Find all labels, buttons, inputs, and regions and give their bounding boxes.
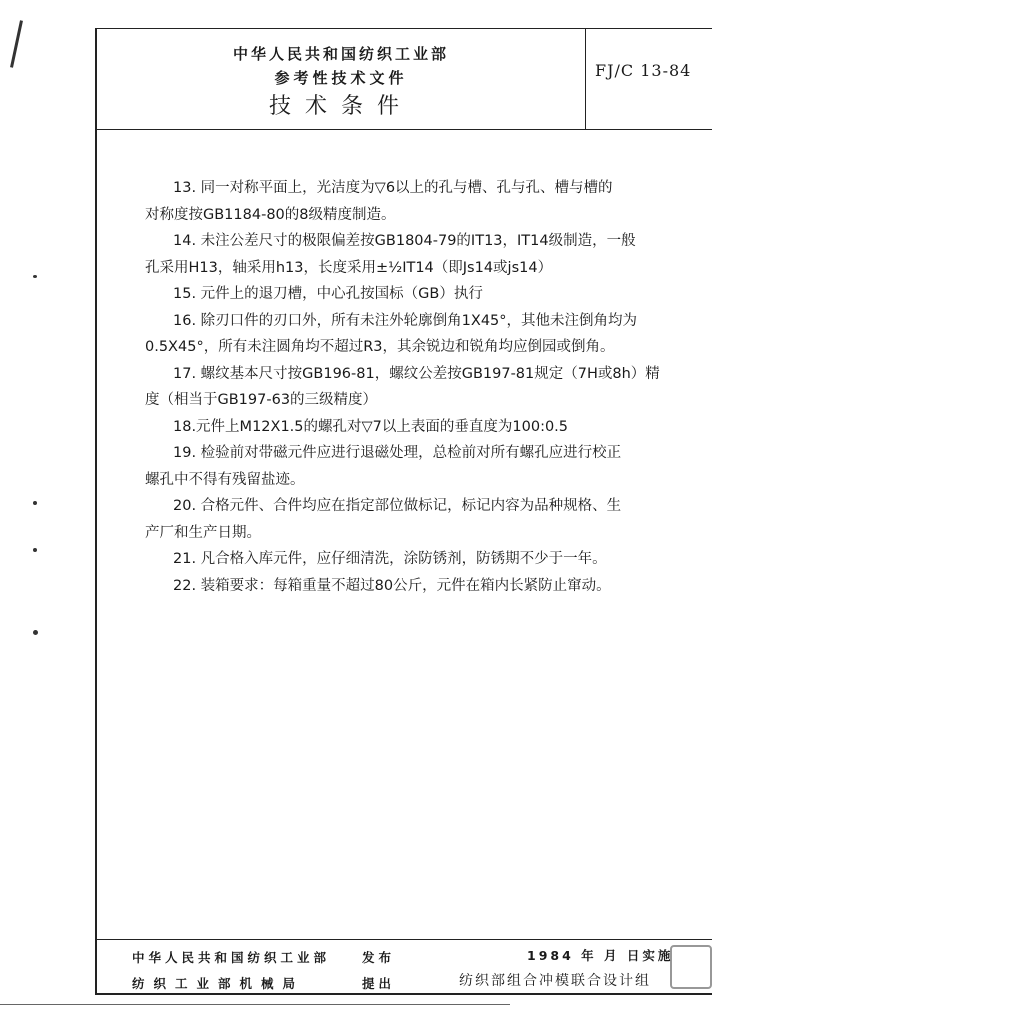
document-body [145,175,715,599]
paragraph-text: 19. 检验前对带磁元件应进行退磁处理，总检前对所有螺孔应进行校正 [173,445,622,461]
paragraph-text: 16. 除刃口件的刃口外，所有未注外轮廓倒角1X45°，其他未注倒角均为 [173,312,638,329]
header-divider [585,29,586,129]
paragraph-text: 0.5X45°，所有未注圆角均不超过R3，其余锐边和锐角均应倒园或倒角。 [145,339,615,355]
paragraph-text: 20. 合格元件、合件均应在指定部位做标记，标记内容为品种规格、生 [173,498,622,514]
paragraph-line [145,361,715,388]
paragraph-line [145,467,715,494]
paragraph-text: 18.元件上M12X1.5的螺孔对▽7以上表面的垂直度为100:0.5 [173,418,569,435]
document-footer [97,939,712,994]
margin-dot [33,501,37,505]
header-organization: 中华人民共和国纺织工业部 [232,45,449,63]
header-document-type: 参考性技术文件 [274,69,408,87]
paragraph-line [145,175,715,202]
margin-dot [33,548,37,552]
paragraph-text: 15. 元件上的退刀槽，中心孔按国标（GB）执行 [173,286,483,302]
paragraph-text: 孔采用H13，轴采用h13，长度采用±½IT14（即Js14或js14） [145,259,553,276]
margin-pen-stroke [10,20,23,68]
footer-issue-date: 1984 年 月 日实施 [527,948,674,963]
paragraph-line [145,281,715,308]
footer-design-group: 纺织部组合冲模联合设计组 [459,973,651,989]
paragraph-line [145,414,715,441]
paragraph-line [145,202,715,229]
paragraph-line [145,520,715,547]
seal-stamp [670,945,712,989]
document-number: FJ/C 13-84 [595,61,692,80]
paragraph-line [145,440,715,467]
paragraph-line [145,387,715,414]
paragraph-line [145,255,715,282]
document-frame [95,28,712,995]
paragraph-text: 13. 同一对称平面上，光洁度为▽6以上的孔与槽、孔与孔、槽与槽的 [173,180,613,196]
footer-issue-action: 发布 [362,950,396,965]
footer-propose-action: 提出 [362,976,396,991]
header-title: 技术条件 [268,94,413,119]
bottom-rule [0,1004,510,1005]
paragraph-line [145,573,715,600]
paragraph-line [145,334,715,361]
margin-dot [33,275,37,278]
paragraph-text: 螺孔中不得有残留盐迹。 [145,471,305,488]
paragraph-text: 度（相当于GB197-63的三级精度） [145,392,378,408]
paragraph-line [145,308,715,335]
document-header [97,29,712,130]
footer-issuer-org: 中华人民共和国纺织工业部 [132,950,331,965]
footer-proposer-org: 纺织工业部机械局 [132,976,305,991]
paragraph-text: 17. 螺纹基本尺寸按GB196-81，螺纹公差按GB197-81规定（7H或8h）精 [173,365,660,382]
paragraph-line [145,546,715,573]
paragraph-line [145,493,715,520]
paragraph-text: 对称度按GB1184-80的8级精度制造。 [145,206,396,223]
margin-dot [33,630,38,635]
paragraph-text: 产厂和生产日期。 [145,524,261,541]
paragraph-text: 21. 凡合格入库元件，应仔细清洗，涂防锈剂，防锈期不少于一年。 [173,551,607,567]
paragraph-line [145,228,715,255]
paragraph-text: 14. 未注公差尺寸的极限偏差按GB1804-79的IT13，IT14级制造，一般 [173,233,636,249]
paragraph-text: 22. 装箱要求：每箱重量不超过80公斤，元件在箱内长紧防止窜动。 [173,577,611,594]
